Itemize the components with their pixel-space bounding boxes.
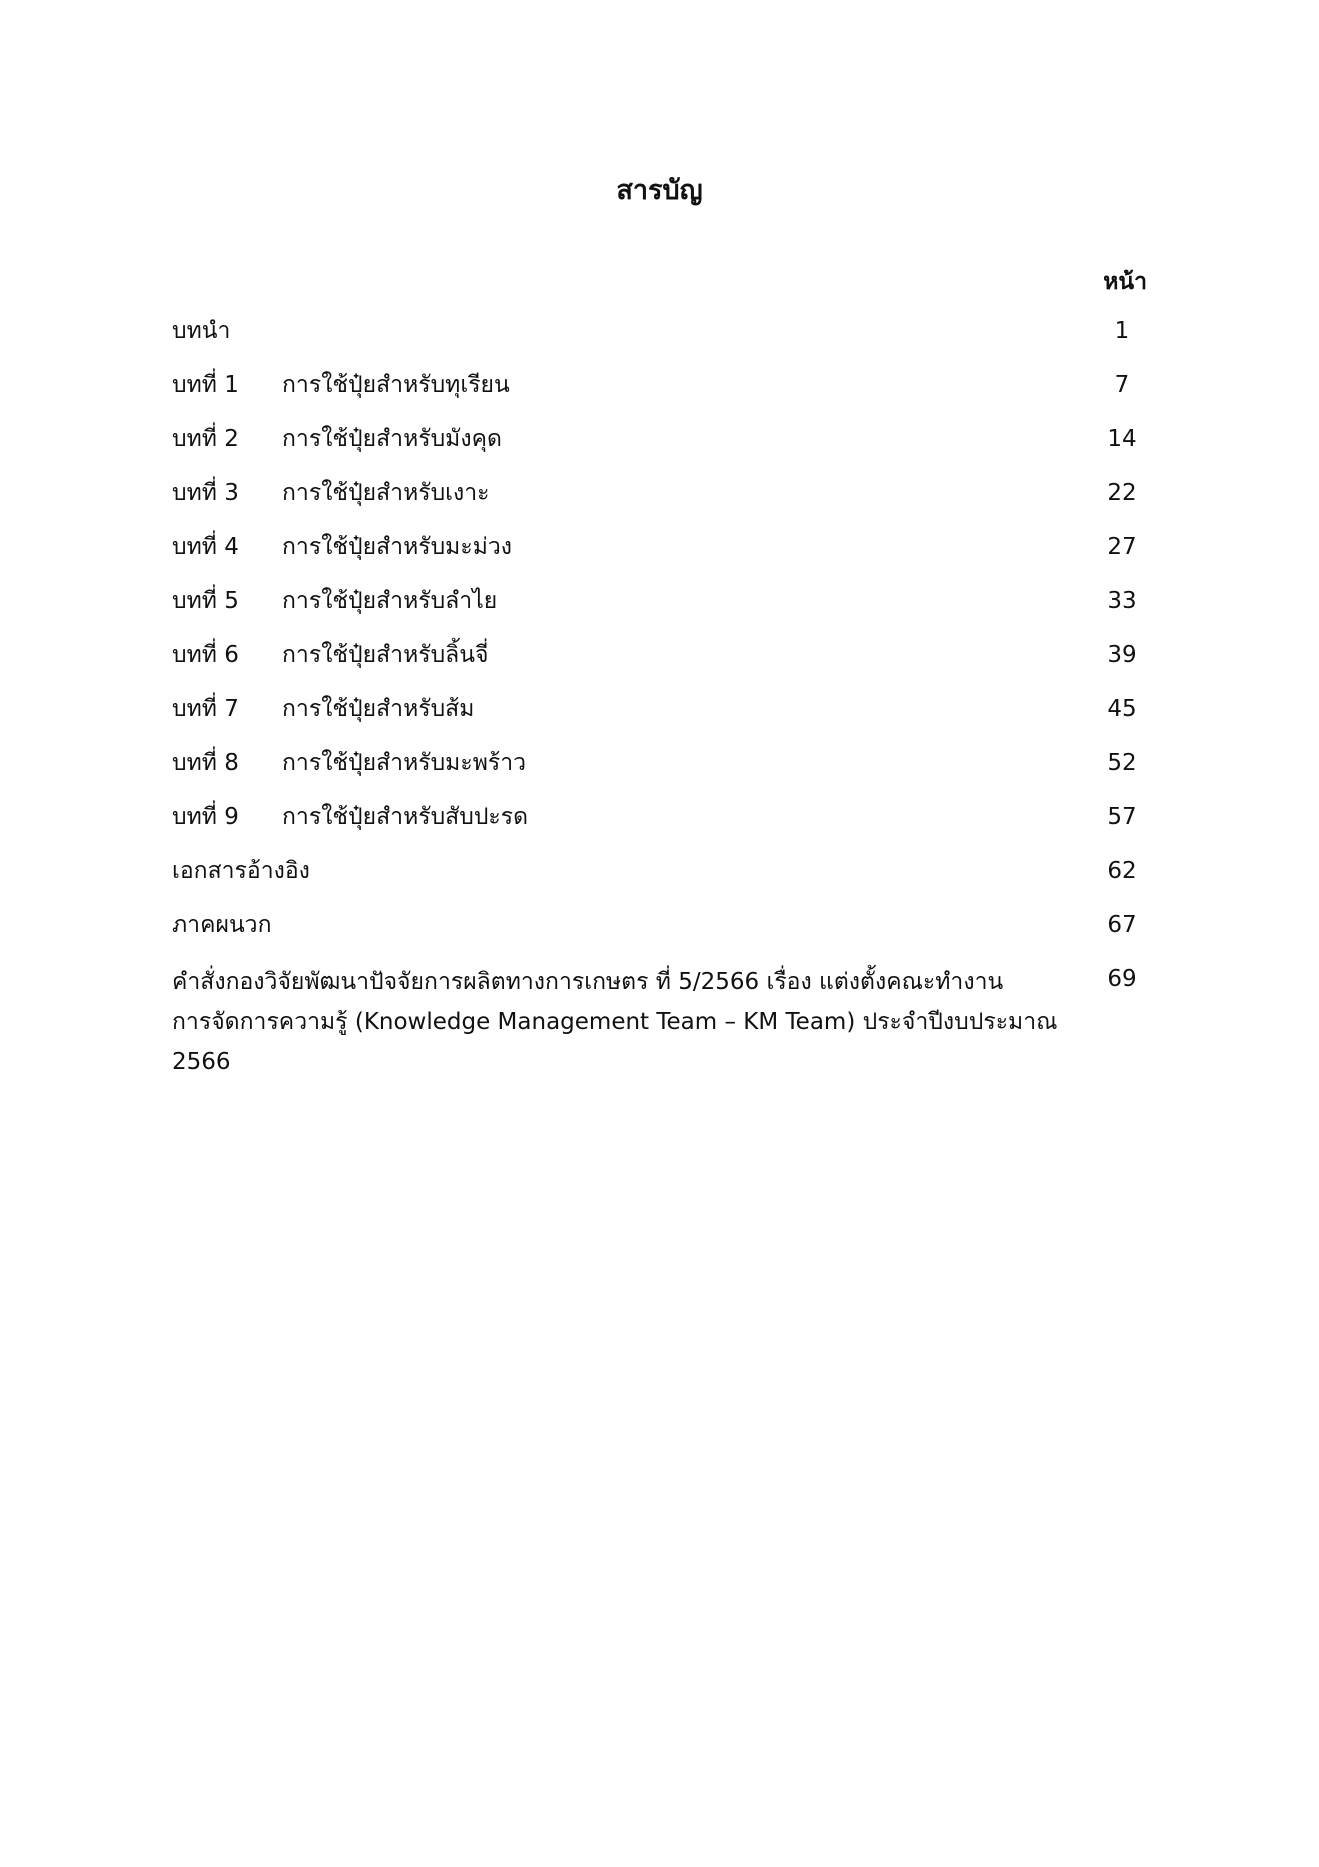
toc-page-number: 39 [1107, 642, 1137, 668]
toc-chapter-title: การใช้ปุ๋ยสำหรับลิ้นจี่ [282, 642, 489, 668]
toc-chapter-number: บทที่ 6 [172, 642, 239, 668]
toc-chapter-number: บทที่ 4 [172, 534, 239, 560]
toc-chapter-number: บทที่ 2 [172, 426, 239, 452]
toc-page-number: 1 [1114, 318, 1130, 344]
toc-page-number: 69 [1107, 966, 1137, 992]
toc-chapter-title: การใช้ปุ๋ยสำหรับสับปะรด [282, 804, 529, 830]
toc-chapter-title: การใช้ปุ๋ยสำหรับมะม่วง [282, 534, 512, 560]
toc-chapter-number: บทที่ 7 [172, 696, 239, 722]
toc-chapter-number: บทที่ 9 [172, 804, 239, 830]
table-of-contents [172, 314, 1152, 1075]
toc-chapter-number: บทที่ 5 [172, 588, 239, 614]
toc-label-line-1: คำสั่งกองวิจัยพัฒนาปัจจัยการผลิตทางการเกษตร ที่ 5/2566 เรื่อง แต่งตั้งคณะทำงาน [172, 969, 1004, 995]
toc-label-multiline [172, 962, 1072, 1082]
page-title: สารบัญ [616, 175, 703, 206]
toc-chapter-number: บทที่ 3 [172, 480, 239, 506]
toc-row-appendix-order [172, 962, 1152, 1075]
toc-row-chapter-9 [172, 800, 1152, 854]
toc-row-introduction [172, 314, 1152, 368]
toc-row-chapter-7 [172, 692, 1152, 746]
toc-page-number: 33 [1107, 588, 1137, 614]
toc-label-line-2: การจัดการความรู้ (Knowledge Management Team – KM Team) ประจำปีงบประมาณ 2566 [172, 1009, 1058, 1075]
toc-label: บทนำ [172, 318, 231, 344]
toc-chapter-number: บทที่ 1 [172, 372, 239, 398]
toc-row-chapter-6 [172, 638, 1152, 692]
toc-chapter-title: การใช้ปุ๋ยสำหรับเงาะ [282, 480, 490, 506]
toc-label: เอกสารอ้างอิง [172, 858, 310, 884]
toc-page-number: 14 [1107, 426, 1137, 452]
toc-row-references [172, 854, 1152, 908]
toc-chapter-title: การใช้ปุ๋ยสำหรับลำไย [282, 588, 498, 614]
toc-chapter-title: การใช้ปุ๋ยสำหรับส้ม [282, 696, 475, 722]
toc-row-chapter-1 [172, 368, 1152, 422]
toc-page-number: 22 [1107, 480, 1137, 506]
toc-page-number: 62 [1107, 858, 1137, 884]
toc-page-number: 67 [1107, 912, 1137, 938]
toc-chapter-title: การใช้ปุ๋ยสำหรับทุเรียน [282, 372, 510, 398]
toc-page-number: 57 [1107, 804, 1137, 830]
toc-chapter-number: บทที่ 8 [172, 750, 239, 776]
toc-row-chapter-4 [172, 530, 1152, 584]
toc-chapter-title: การใช้ปุ๋ยสำหรับมะพร้าว [282, 750, 527, 776]
toc-row-appendix [172, 908, 1152, 962]
toc-page-number: 52 [1107, 750, 1137, 776]
toc-page-number: 45 [1107, 696, 1137, 722]
toc-page-number: 27 [1107, 534, 1137, 560]
page-column-header: หน้า [1103, 269, 1147, 295]
toc-page-number: 7 [1114, 372, 1130, 398]
toc-row-chapter-5 [172, 584, 1152, 638]
toc-chapter-title: การใช้ปุ๋ยสำหรับมังคุด [282, 426, 502, 452]
toc-row-chapter-3 [172, 476, 1152, 530]
toc-row-chapter-8 [172, 746, 1152, 800]
toc-row-chapter-2 [172, 422, 1152, 476]
toc-label: ภาคผนวก [172, 912, 272, 938]
